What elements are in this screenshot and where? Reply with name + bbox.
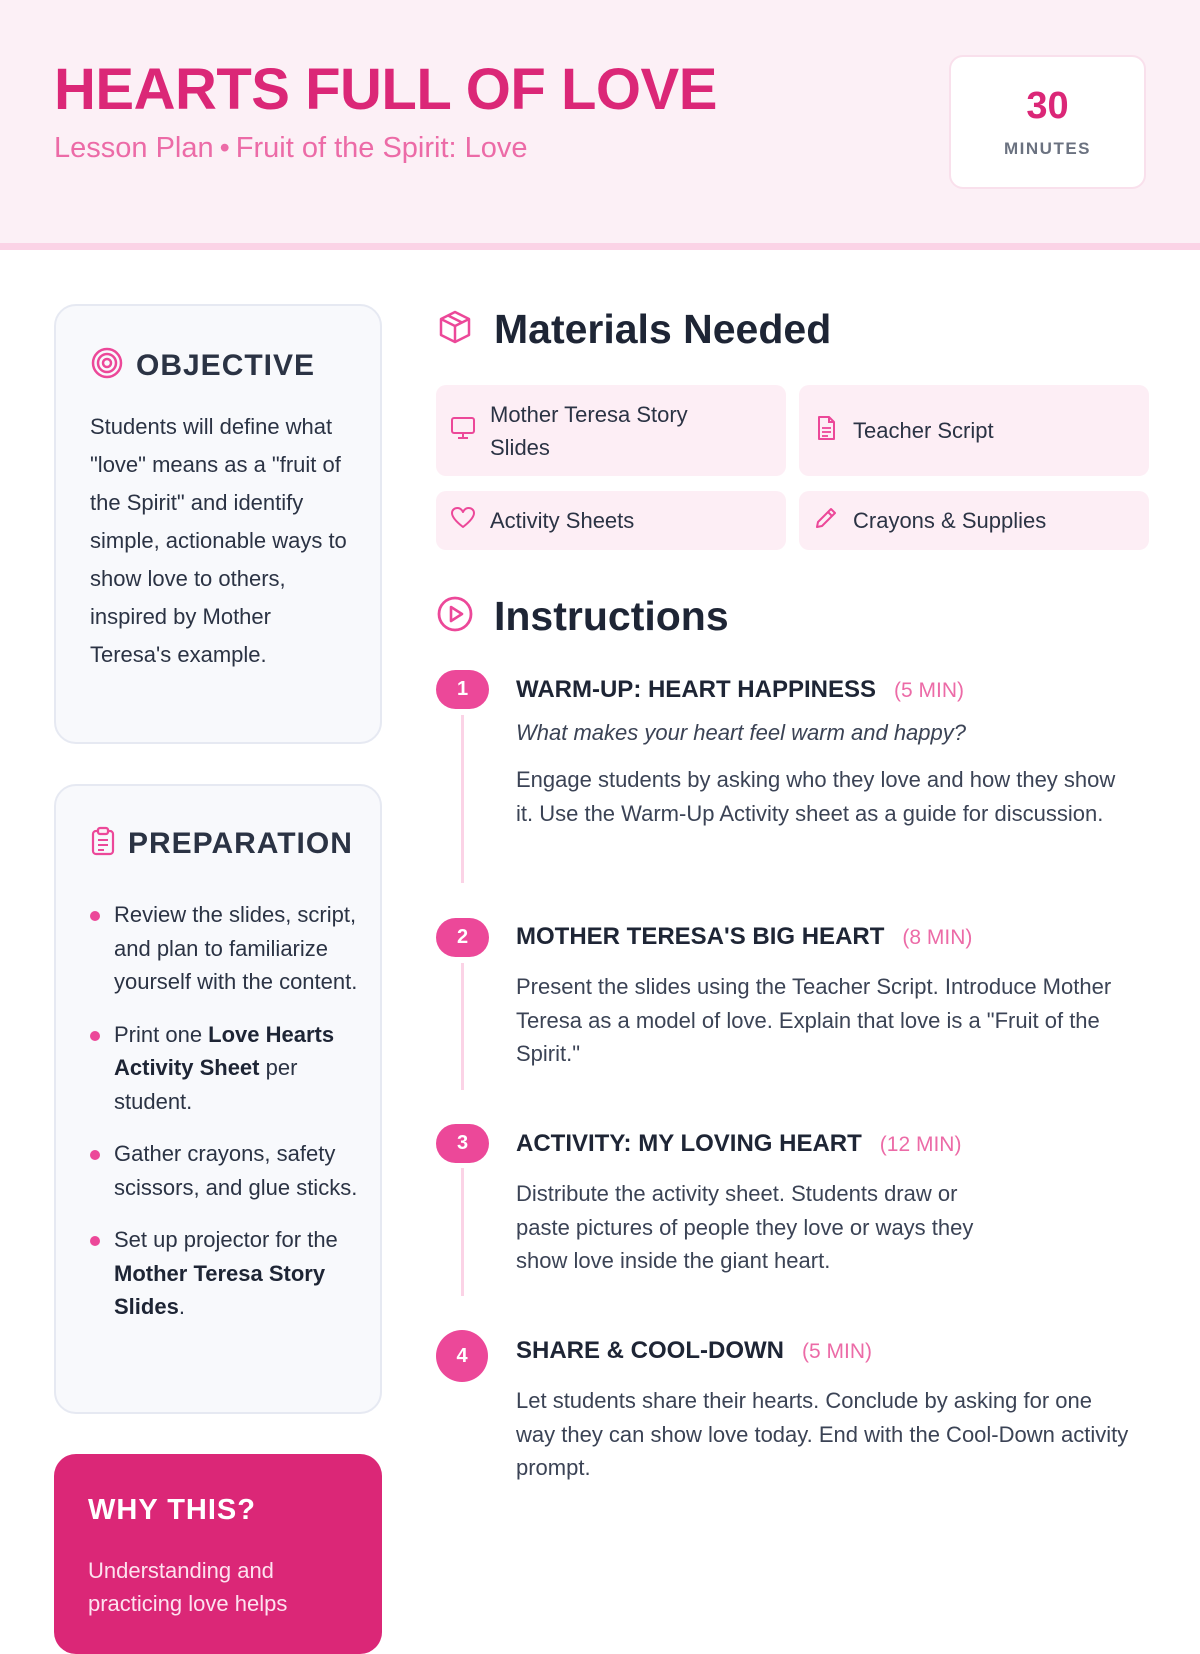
materials-heading: Materials Needed	[494, 306, 832, 352]
preparation-list	[90, 898, 360, 1343]
duration-value: 30	[1026, 85, 1069, 127]
play-circle-icon	[436, 595, 474, 638]
lesson-header	[0, 0, 1200, 250]
box-icon	[436, 308, 474, 351]
step-title-text: WARM-UP: HEART HAPPINESS	[516, 676, 877, 703]
prep-item-text: per student.	[114, 1055, 298, 1114]
step-time: (5 MIN)	[894, 679, 965, 702]
prep-item	[90, 1137, 360, 1204]
prep-item-text: Review the slides, script, and plan to familiarize yourself with the content.	[114, 902, 358, 994]
objective-header	[90, 346, 315, 385]
target-icon	[90, 346, 124, 385]
step-time: (8 MIN)	[902, 926, 973, 949]
preparation-heading: PREPARATION	[128, 826, 353, 860]
why-text: Understanding and practicing love helps	[88, 1558, 288, 1616]
pencil-icon	[813, 505, 839, 536]
prep-item-text: Set up projector for the	[114, 1227, 338, 1252]
step-title-text: SHARE & COOL-DOWN	[516, 1337, 784, 1364]
prep-item	[90, 898, 360, 999]
instructions-heading: Instructions	[494, 593, 729, 639]
step-title	[516, 1130, 961, 1158]
materials-header	[436, 306, 831, 353]
heart-icon	[450, 505, 476, 536]
material-item	[436, 385, 786, 476]
step-title	[516, 1337, 872, 1365]
duration-badge	[949, 55, 1146, 189]
objective-card	[54, 304, 382, 744]
monitor-icon	[450, 415, 476, 446]
material-label: Activity Sheets	[490, 508, 635, 533]
page-subtitle	[54, 132, 528, 165]
step-text: Engage students by asking who they love and how they show it. Use the Warm-Up Activity sheet as a guide for discussion.	[516, 767, 1116, 826]
objective-text: Students will define what "love" means as a "fruit of the Spirit" and identify simple, actionable ways to show love to others, inspired by Mother Teresa's example.	[90, 414, 347, 667]
subtitle-lesson-plan: Lesson Plan	[54, 132, 214, 164]
duration-unit: MINUTES	[1004, 139, 1091, 158]
prep-item-bold: Love Hearts Activity Sheet	[114, 1021, 335, 1080]
step-title	[516, 676, 964, 704]
subtitle-topic: Fruit of the Spirit: Love	[235, 132, 528, 164]
step-title-text: ACTIVITY: MY LOVING HEART	[516, 1130, 862, 1157]
step-question: What makes your heart feel warm and happy?	[516, 720, 967, 745]
clipboard-icon	[90, 826, 116, 861]
document-icon	[813, 415, 839, 446]
step-connector	[461, 715, 464, 883]
objective-heading: OBJECTIVE	[136, 348, 316, 382]
prep-item	[90, 1018, 360, 1119]
preparation-card	[54, 784, 382, 1414]
material-label: Teacher Script	[853, 418, 994, 443]
preparation-header	[90, 826, 353, 861]
why-card	[54, 1454, 382, 1654]
why-heading: WHY THIS?	[88, 1494, 256, 1526]
material-item	[799, 385, 1149, 476]
instructions-header	[436, 593, 729, 640]
page-title: HEARTS FULL OF LOVE	[54, 57, 717, 122]
step-time: (5 MIN)	[801, 1340, 872, 1363]
step-number: 1	[436, 670, 489, 709]
step-text: Present the slides using the Teacher Script. Introduce Mother Teresa as a model of love. Explain that love is a "Fruit of the Spirit."	[516, 974, 1112, 1066]
step-title	[516, 923, 972, 951]
material-label: Crayons & Supplies	[853, 508, 1047, 533]
material-item	[799, 491, 1149, 550]
prep-item-text: Print one	[114, 1021, 209, 1047]
subtitle-separator: •	[219, 132, 230, 164]
material-label: Mother Teresa Story Slides	[490, 401, 688, 460]
prep-item	[90, 1223, 360, 1324]
step-connector	[461, 963, 464, 1090]
step-time: (12 MIN)	[879, 1133, 962, 1156]
step-text: Let students share their hearts. Conclude by asking for one way they can show love today. End with the Cool-Down activity prompt.	[516, 1388, 1129, 1480]
material-item	[436, 491, 786, 550]
step-number: 3	[436, 1124, 489, 1163]
step-number: 2	[436, 918, 489, 957]
step-title-text: MOTHER TERESA'S BIG HEART	[516, 923, 885, 950]
prep-item-text: .	[178, 1294, 185, 1319]
step-text: Distribute the activity sheet. Students draw or paste pictures of people they love or ways they show love inside the giant heart.	[516, 1181, 974, 1273]
prep-item-text: Gather crayons, safety scissors, and glue sticks.	[114, 1141, 358, 1200]
step-connector	[461, 1168, 464, 1296]
prep-item-bold: Mother Teresa Story Slides	[114, 1260, 326, 1319]
step-number: 4	[436, 1330, 488, 1382]
